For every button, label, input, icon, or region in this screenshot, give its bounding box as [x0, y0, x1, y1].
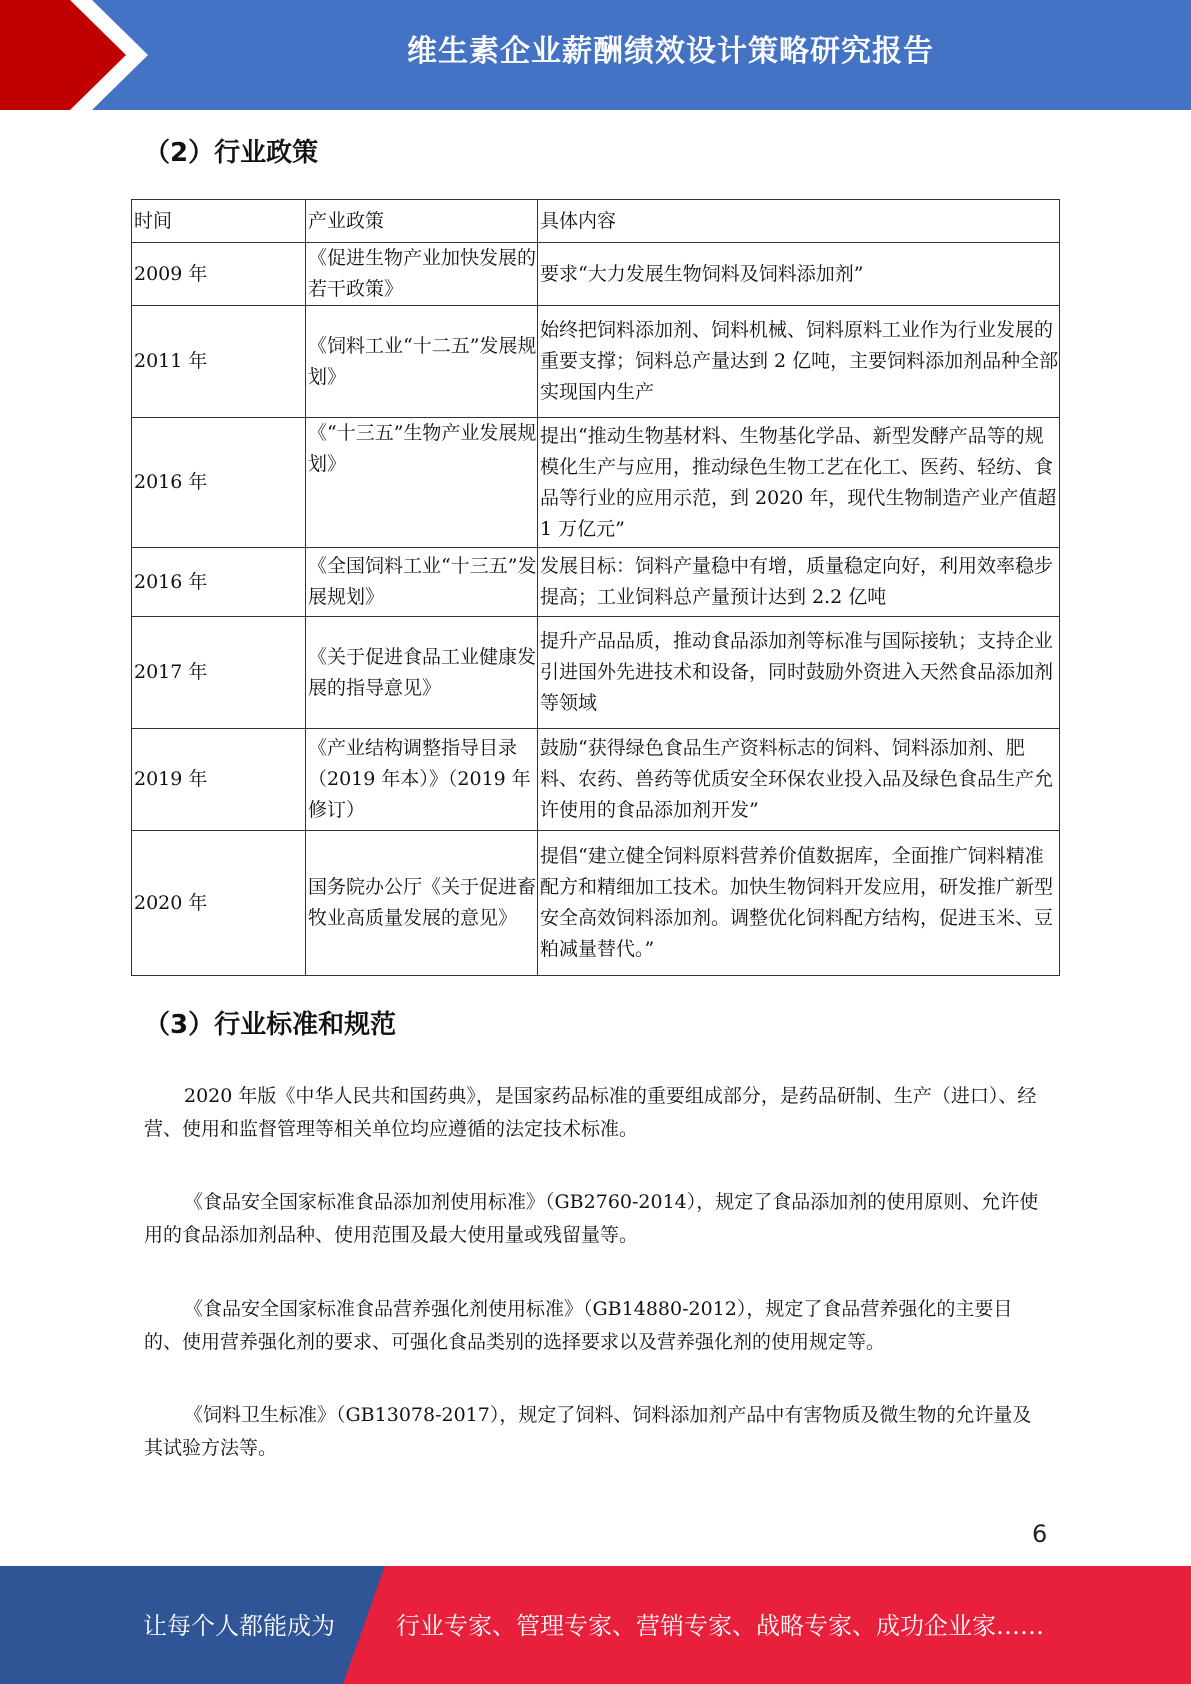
row-content: 发展目标：饲料产量稳中有增，质量稳定向好，利用效率稳步提高；工业饲料总产量预计达到 2.2 亿吨 [538, 548, 1060, 617]
row-policy: 《产业结构调整指导目录（2019 年本）》（2019 年修订） [306, 729, 538, 831]
row-time: 2016 年 [132, 418, 306, 548]
row-policy: 《“十三五”生物产业发展规划》 [306, 418, 538, 548]
paragraph-feed-hygiene-standard: 《饲料卫生标准》（GB13078-2017），规定了饲料、饲料添加剂产品中有害物质及微生物的允许量及其试验方法等。 [144, 1404, 1032, 1459]
paragraph-nutrition-fortifier-standard: 《食品安全国家标准食品营养强化剂使用标准》（GB14880-2012），规定了食品营养强化的主要目的、使用营养强化剂的要求、可强化食品类别的选择要求以及营养强化剂的使用规定等。 [144, 1298, 1013, 1353]
table-header-row [132, 200, 1060, 243]
row-time: 2020 年 [132, 831, 306, 976]
row-time: 2019 年 [132, 729, 306, 831]
paragraph-food-additive-standard: 《食品安全国家标准食品添加剂使用标准》（GB2760-2014），规定了食品添加剂的使用原则、允许使用的食品添加剂品种、使用范围及最大使用量或残留量等。 [144, 1191, 1039, 1246]
table-row [132, 306, 1060, 418]
page-number: 6 [1032, 1520, 1048, 1548]
column-header-content: 具体内容 [538, 200, 1060, 243]
table-row [132, 243, 1060, 306]
table-row [132, 831, 1060, 976]
header-arrow-icon [0, 0, 160, 110]
page-header [0, 0, 1191, 110]
policy-table [131, 199, 1060, 976]
row-content: 始终把饲料添加剂、饲料机械、饲料原料工业作为行业发展的重要支撑；饲料总产量达到 2 亿吨，主要饲料添加剂品种全部实现国内生产 [538, 306, 1060, 418]
row-time: 2009 年 [132, 243, 306, 306]
table-row [132, 548, 1060, 617]
table-row [132, 729, 1060, 831]
column-header-policy: 产业政策 [306, 200, 538, 243]
row-time: 2016 年 [132, 548, 306, 617]
section-heading-policy: （2）行业政策 [144, 138, 319, 168]
page-footer [0, 1566, 1191, 1684]
footer-slogan-right: 行业专家、管理专家、营销专家、战略专家、成功企业家…… [396, 1612, 1044, 1640]
header-title: 维生素企业薪酬绩效设计策略研究报告 [407, 34, 934, 69]
row-content: 鼓励“获得绿色食品生产资料标志的饲料、饲料添加剂、肥料、农药、兽药等优质安全环保农业投入品及绿色食品生产允许使用的食品添加剂开发” [538, 729, 1060, 831]
footer-slogan-left: 让每个人都能成为 [143, 1612, 335, 1640]
row-content: 提出“推动生物基材料、生物基化学品、新型发酵产品等的规模化生产与应用，推动绿色生物工艺在化工、医药、轻纺、食品等行业的应用示范，到 2020 年，现代生物制造产业产值超 1 万亿元” [538, 418, 1060, 548]
paragraph-pharmacopoeia: 2020 年版《中华人民共和国药典》，是国家药品标准的重要组成部分，是药品研制、生产（进口）、经营、使用和监督管理等相关单位均应遵循的法定技术标准。 [144, 1085, 1037, 1140]
row-content: 提倡“建立健全饲料原料营养价值数据库，全面推广饲料精准配方和精细加工技术。加快生物饲料开发应用，研发推广新型安全高效饲料添加剂。调整优化饲料配方结构，促进玉米、豆粕减量替代。” [538, 831, 1060, 976]
row-policy: 《关于促进食品工业健康发展的指导意见》 [306, 617, 538, 729]
section-heading-standards: （3）行业标准和规范 [144, 1010, 397, 1040]
row-time: 2017 年 [132, 617, 306, 729]
row-policy: 《饲料工业“十二五”发展规划》 [306, 306, 538, 418]
column-header-time: 时间 [132, 200, 306, 243]
row-policy: 国务院办公厅《关于促进畜牧业高质量发展的意见》 [306, 831, 538, 976]
table-row [132, 418, 1060, 548]
row-content: 提升产品品质，推动食品添加剂等标准与国际接轨；支持企业引进国外先进技术和设备，同时鼓励外资进入天然食品添加剂等领域 [538, 617, 1060, 729]
row-policy: 《促进生物产业加快发展的若干政策》 [306, 243, 538, 306]
table-row [132, 617, 1060, 729]
row-time: 2011 年 [132, 306, 306, 418]
row-policy: 《全国饲料工业“十三五”发展规划》 [306, 548, 538, 617]
row-content: 要求“大力发展生物饲料及饲料添加剂” [538, 243, 1060, 306]
